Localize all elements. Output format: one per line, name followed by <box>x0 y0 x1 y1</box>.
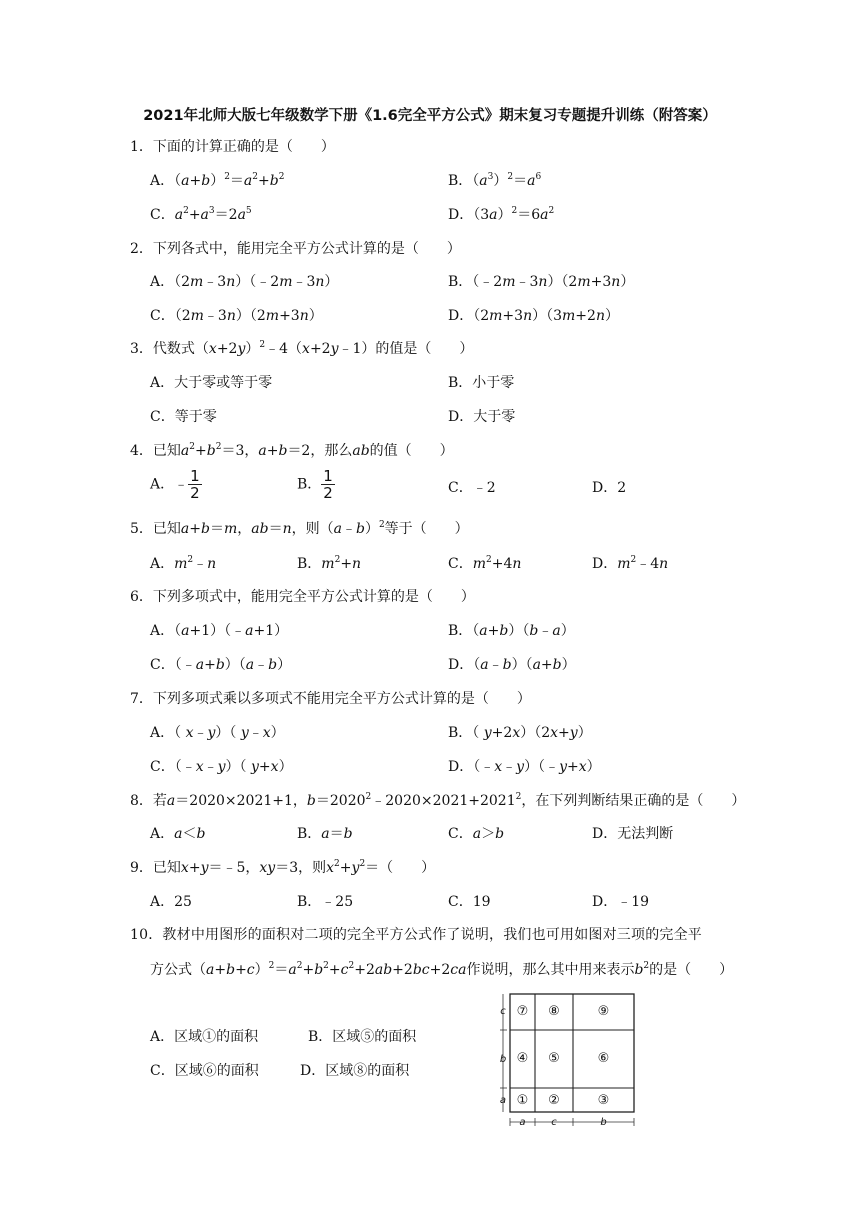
question-10-option-c: C．区域⑥的面积 <box>150 1063 259 1079</box>
diagram-region-label: ⑦ <box>516 1004 529 1019</box>
question-6-option-b: B．（a+b）（b﹣a） <box>448 623 575 639</box>
question-10-stem-line-1: 10．教材中用图形的面积对二项的完全平方公式作了说明，我们也可用如图对三项的完全平 <box>130 927 703 943</box>
question-7-stem: 7．下列多项式乘以多项式不能用完全平方公式计算的是（ ） <box>130 691 531 707</box>
question-4-option-c: C．﹣2 <box>448 480 496 496</box>
question-8-option-a: A．a＜b <box>150 826 206 842</box>
diagram-region-label: ⑥ <box>597 1051 610 1066</box>
question-3-option-b: B．小于零 <box>448 375 515 391</box>
question-1-option-d: D．$(3a)^2=6a^2$ <box>448 206 555 223</box>
question-7-option-a: A．（ x﹣y）（ y﹣x） <box>150 725 285 741</box>
question-3-option-d: D．大于零 <box>448 409 516 425</box>
question-2-option-d: D．（2m+3n）（3m+2n） <box>448 308 619 324</box>
question-6-option-d: D．（a﹣b）（a+b） <box>448 657 576 673</box>
question-2-option-a: A．（2m﹣3n）（﹣2m﹣3n） <box>150 274 339 290</box>
question-5-option-a: A．$m^2﹣n$ <box>150 555 217 572</box>
area-diagram <box>496 990 642 1130</box>
question-10-option-b: B．区域⑤的面积 <box>308 1029 417 1045</box>
question-7-option-d: D．（﹣x﹣y）（﹣y+x） <box>448 759 601 775</box>
question-3-option-a: A．大于零或等于零 <box>150 375 273 391</box>
diagram-bottom-label: c <box>551 1117 557 1128</box>
question-2-option-b: B．（﹣2m﹣3n）（2m+3n） <box>448 274 635 290</box>
page-title: 2021年北师大版七年级数学下册《1.6完全平方公式》期末复习专题提升训练（附答案） <box>143 108 717 124</box>
question-1-option-b: B．$(a^3)^2=a^6$ <box>448 172 542 189</box>
question-6-option-c: C．（﹣a+b）（a﹣b） <box>150 657 292 673</box>
diagram-region-label: ⑧ <box>548 1004 560 1019</box>
diagram-side-label: a <box>499 1095 507 1106</box>
question-6-stem: 6．下列多项式中，能用完全平方公式计算的是（ ） <box>130 589 475 605</box>
diagram-bottom-label: a <box>519 1117 526 1128</box>
question-5-option-d: D．$m^2﹣4n$ <box>592 555 669 572</box>
question-7-option-c: C．（﹣x﹣y）（ y+x） <box>150 759 293 775</box>
question-10-stem-line-2: 方公式$(a+b+c)^2=a^2+b^2+c^2+2ab+2bc+2ca$作说明，那么其中用来表示$b^2$的是（ ） <box>150 961 734 978</box>
question-9-option-d: D．﹣19 <box>592 894 650 910</box>
question-9-option-c: C．19 <box>448 894 491 910</box>
diagram-side-label: b <box>499 1054 507 1065</box>
question-4-option-b: B． $\frac{1}{2}$ <box>297 467 333 502</box>
question-3-stem: 3．代数式$(x+2y)^2﹣4(x+2y﹣1)$的值是（ ） <box>130 340 474 357</box>
diagram-region-label: ④ <box>516 1051 529 1066</box>
diagram-bottom-label: b <box>600 1117 607 1128</box>
question-9-stem: 9．已知x+y＝﹣5，xy＝3，则$x^2+y^2=$（ ） <box>130 859 436 876</box>
question-2-option-c: C．（2m﹣3n）（2m+3n） <box>150 308 323 324</box>
question-8-option-b: B．a＝b <box>297 826 353 842</box>
diagram-region-label: ⑨ <box>597 1004 610 1019</box>
diagram-region-label: ② <box>548 1093 560 1108</box>
question-4-option-a: A．﹣ $\frac{1}{2}$ <box>150 467 200 502</box>
question-3-option-c: C．等于零 <box>150 409 217 425</box>
question-8-option-c: C．a＞b <box>448 826 505 842</box>
question-8-option-d: D．无法判断 <box>592 826 674 842</box>
diagram-region-label: ③ <box>597 1093 610 1108</box>
question-10-option-a: A．区域①的面积 <box>150 1029 259 1045</box>
question-1-option-a: A．$(a+b)^2=a^2+b^2$ <box>150 172 285 189</box>
question-5-option-c: C．$m^2+4n$ <box>448 555 522 572</box>
question-4-option-d: D．2 <box>592 480 627 496</box>
question-6-option-a: A．（a+1）（﹣a+1） <box>150 623 289 639</box>
diagram-region-label: ① <box>516 1093 529 1108</box>
question-1-stem: 1．下面的计算正确的是（ ） <box>130 139 335 155</box>
question-9-option-b: B．﹣25 <box>297 894 354 910</box>
question-4-stem: 4．已知$a^2+b^2=3$，a+b＝2，那么ab的值（ ） <box>130 442 454 459</box>
question-10-option-d: D．区域⑧的面积 <box>300 1063 410 1079</box>
question-9-option-a: A．25 <box>150 894 192 910</box>
diagram-region-label: ⑤ <box>548 1051 560 1066</box>
question-1-option-c: C．$a^2+a^3=2a^5$ <box>150 206 252 223</box>
diagram-side-label: c <box>500 1006 506 1017</box>
question-5-option-b: B．$m^2+n$ <box>297 555 362 572</box>
question-8-stem: 8．若a＝2020×2021+1，$b=2020^2﹣2020\times 2021+2021^2$，在下列判断结果正确的是（ ） <box>130 792 746 809</box>
question-5-stem: 5．已知a+b＝m，ab＝n，则（a﹣b）$^2$等于（ ） <box>130 520 469 537</box>
question-2-stem: 2．下列各式中，能用完全平方公式计算的是（ ） <box>130 241 461 257</box>
question-7-option-b: B．（ y+2x）（2x+y） <box>448 725 592 741</box>
